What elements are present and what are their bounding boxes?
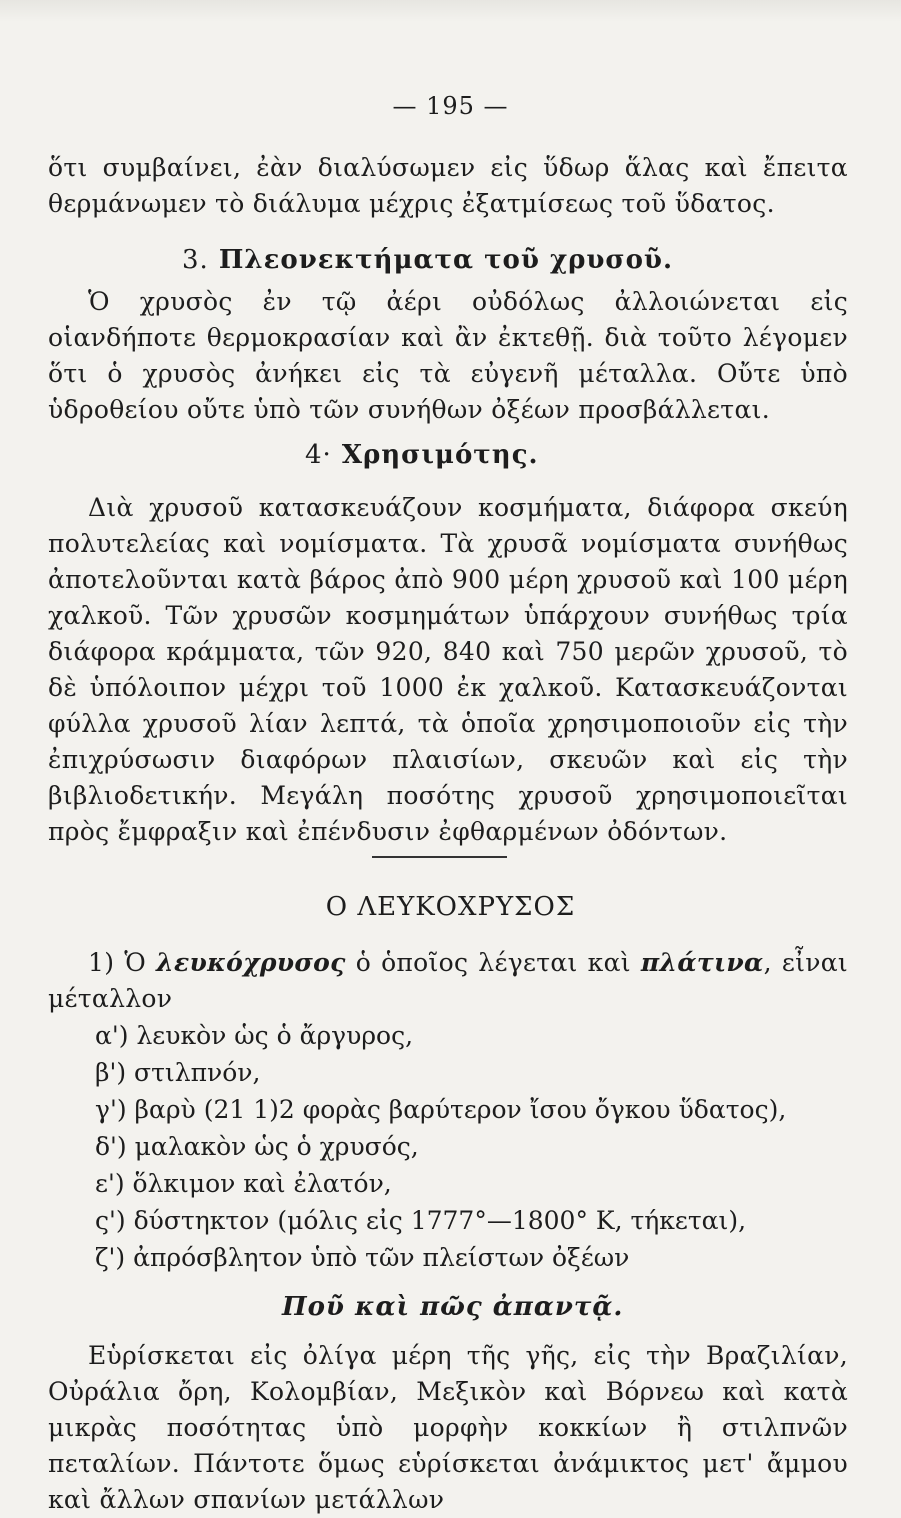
section-4-block: [48, 490, 848, 850]
section-3-block: [48, 284, 848, 428]
list-item: γ') βαρὺ (21 1)2 φορὰς βαρύτερον ἴσου ὄγκου ὕδατος),: [95, 1095, 787, 1124]
platinum-intro: [48, 945, 848, 1017]
platinum-intro-middle: ὁ ὁποῖος λέγεται καὶ: [345, 948, 641, 977]
page-top-shadow: [0, 0, 901, 22]
list-item: β') στιλπνόν,: [95, 1058, 261, 1087]
occurrence-block: [48, 1338, 848, 1518]
chapter-title: Ο ΛΕΥΚΟΧΡΥΣΟΣ: [325, 892, 576, 922]
occurrence-text: Εὑρίσκεται εἰς ὀλίγα μέρη τῆς γῆς, εἰς τὴν Βραζιλίαν, Οὐράλια ὄρη, Κολομβίαν, Μεξικὸν καὶ Βόρνεω καὶ κατὰ μικρὰς ποσότητας ὑπὸ μορφὴν κοκκίων ἢ στιλπνῶν πεταλίων. Πάντοτε ὅμως εὑρίσκεται ἀνάμικτος μετ' ἄμμου καὶ ἄλλων σπανίων μετάλλων: [48, 1341, 848, 1514]
intro-paragraph-block: [48, 150, 848, 222]
term-leukochrysos: λευκόχρυσος: [156, 948, 346, 977]
list-item: ζ') ἀπρόσβλητον ὑπὸ τῶν πλείστων ὀξέων: [95, 1243, 630, 1272]
platinum-intro-prefix: 1) Ὁ: [88, 948, 157, 977]
list-item: ε') ὅλκιμον καὶ ἐλατόν,: [95, 1169, 392, 1198]
term-platina: πλάτινα: [640, 948, 764, 977]
platinum-intro-block: [48, 945, 848, 1017]
list-item: α') λευκὸν ὡς ὁ ἄργυρος,: [95, 1021, 414, 1050]
platinum-properties-list: [95, 1017, 855, 1276]
section-4-number: 4·: [305, 440, 332, 470]
page-number: — 195 —: [392, 92, 509, 120]
section-3-heading: [182, 245, 673, 275]
section-4-title: Χρησιμότης.: [341, 440, 539, 470]
section-3-number: 3.: [182, 245, 209, 275]
list-item: ς') δύστηκτον (μόλις εἰς 1777°—1800° Κ, τήκεται),: [95, 1206, 747, 1235]
section-divider: [372, 856, 507, 858]
section-4-heading: [305, 440, 539, 470]
platinum-intro-suffix: , εἶναι μέταλλον: [48, 948, 848, 1013]
section-3-title: Πλεονεκτήματα τοῦ χρυσοῦ.: [218, 245, 674, 275]
intro-paragraph: ὅτι συμβαίνει, ἐὰν διαλύσωμεν εἰς ὕδωρ ἅλας καὶ ἔπειτα θερμάνωμεν τὸ διάλυμα μέχρις ἐξατμίσεως τοῦ ὕδατος.: [48, 153, 848, 218]
section-4-text: Διὰ χρυσοῦ κατασκευάζουν κοσμήματα, διάφορα σκεύη πολυτελείας καὶ νομίσματα. Τὰ χρυσᾶ νομίσματα συνήθως ἀποτελοῦνται κατὰ βάρος ἀπὸ 900 μέρη χρυσοῦ καὶ 100 μέρη χαλκοῦ. Τῶν χρυσῶν κοσμημάτων ὑπάρχουν συνήθως τρία διάφορα κράμματα, τῶν 920, 840 καὶ 750 μερῶν χρυσοῦ, τὸ δὲ ὑπόλοιπον μέχρι τοῦ 1000 ἐκ χαλκοῦ. Κατασκευάζονται φύλλα χρυσοῦ λίαν λεπτά, τὰ ὁποῖα χρησιμοποιοῦν εἰς τὴν ἐπιχρύσωσιν διαφόρων πλαισίων, σκευῶν καὶ εἰς τὴν βιβλιοδετικήν. Μεγάλη ποσότης χρυσοῦ χρησιμοποιεῖται πρὸς ἔμφραξιν καὶ ἐπένδυσιν ἐφθαρμένων ὀδόντων.: [48, 493, 848, 846]
list-item: δ') μαλακὸν ὡς ὁ χρυσός,: [95, 1132, 419, 1161]
occurrence-heading: Ποῦ καὶ πῶς ἀπαντᾷ.: [282, 1292, 624, 1322]
section-3-text: Ὁ χρυσὸς ἐν τῷ ἀέρι οὐδόλως ἀλλοιώνεται εἰς οἱανδήποτε θερμοκρασίαν καὶ ἂν ἐκτεθῇ. διὰ τοῦτο λέγομεν ὅτι ὁ χρυσὸς ἀνήκει εἰς τὰ εὐγενῆ μέταλλα. Οὔτε ὑπὸ ὑδροθείου οὔτε ὑπὸ τῶν συνήθων ὀξέων προσβάλλεται.: [48, 287, 848, 424]
